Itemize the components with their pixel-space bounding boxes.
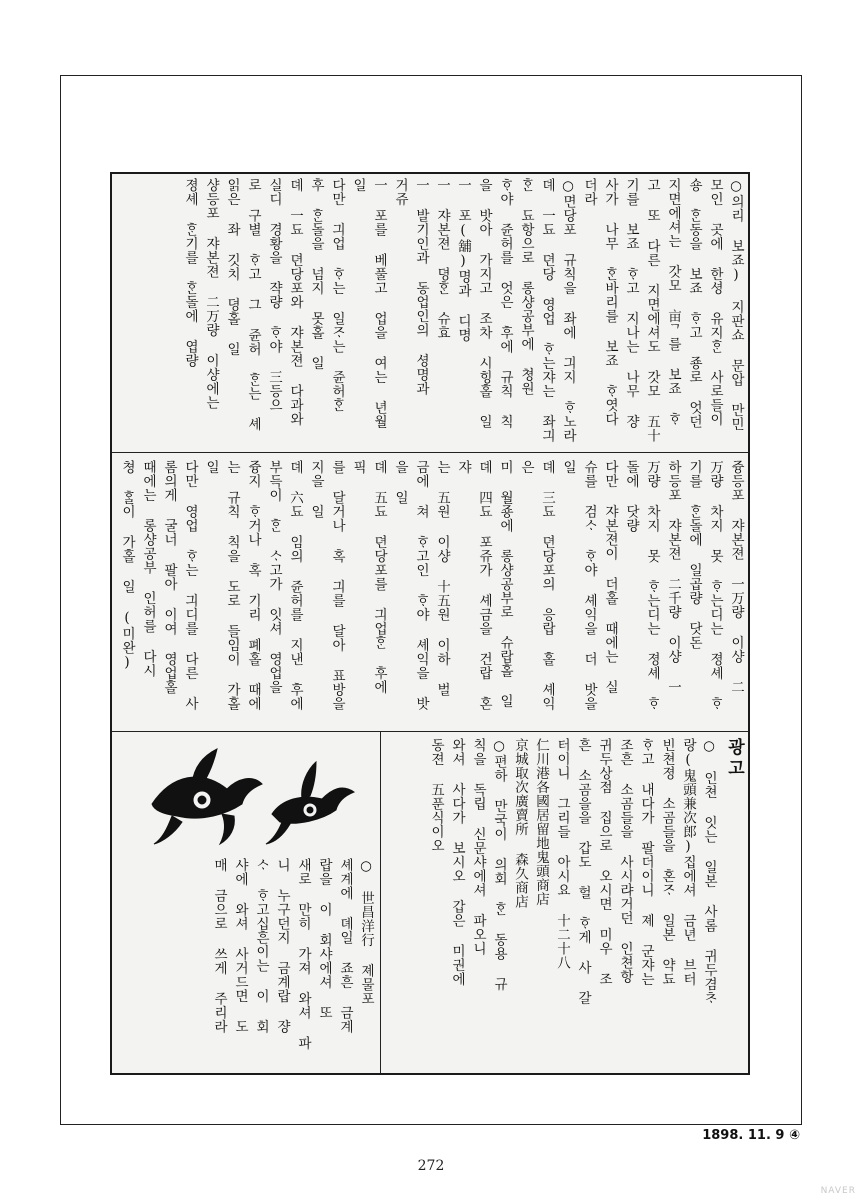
- article-line: ᄒᆞ야 쥰허를 엇은 후에 규칙 칙: [497, 178, 513, 429]
- page-number: 272: [417, 1158, 445, 1174]
- article-line: 뎨 一됴 뎐당포와 쟈본젼 다과와: [287, 178, 303, 426]
- article-line: 즁지 ᄒᆞ거나 혹 기리 폐홀 때에: [245, 460, 261, 711]
- article-line: 고 또 다른 지면에셔도 갓모 五十: [644, 178, 660, 443]
- article-line: 더라: [581, 178, 597, 206]
- article-pawnshop-rules-part1: [112, 174, 748, 452]
- ad-line: 동젼 五푼식이오: [428, 738, 444, 853]
- article-line: 뎨 四됴 포쥬가 셰금을 건랍 혼쟈: [455, 460, 492, 711]
- article-line: 一 쟈본젼 뎡ᄒᆞᆫ 슈효: [434, 178, 450, 340]
- article-line: 즁등포 쟈본젼 一万량 이샹 二: [728, 460, 744, 694]
- publication-date: 1898. 11. 9 ④: [702, 1128, 800, 1143]
- ad-line: 仁川港各國居留地鬼頭商店: [533, 738, 549, 906]
- article-line: 실디 경황을 쟉량 ᄒᆞ야 三등으: [266, 178, 282, 412]
- article-line: 一 포를 베풀고 업을 여는 년월: [371, 178, 387, 429]
- article-line: 거쥬: [392, 178, 408, 206]
- article-line: ᄒᆞᆫ 됴항으로 롱샹공부에 쳥원: [518, 178, 534, 396]
- article-line: 슈를 검ᄉᆞ ᄒᆞ야 셰익을 더 밧을: [581, 460, 597, 711]
- advertisement-quinine: [112, 854, 378, 1074]
- article-line: 숑 ᄒᆞᆫ동을 보죠 ᄒᆞ고 죵로 엇던: [686, 178, 702, 429]
- ad-line: 흔 소곰을을 갑도 헐 ᄒᆞ게 사 갈: [575, 738, 591, 1005]
- ad-line: ○편하 만국이 의회 ᄒᆞᆫ 동용 규: [491, 738, 507, 991]
- article-line: 지을 일: [308, 460, 324, 519]
- ad-line: ○ 인쳔 잇는 일본 사롬 귀두겸ᄎᆞ: [701, 738, 717, 1005]
- article-line: 모인 곳에 한셩 유지ᄒᆞᆫ 사로들이: [707, 178, 723, 426]
- article-line: 을 밧아 가지고 조차 시힝홀 일: [476, 178, 492, 429]
- article-line: 다만 쟈본젼이 더홀 때에는 실: [602, 460, 618, 694]
- article-line: 万량 차지 못 ᄒᆞ는디는 졍셰 ᄒᆞ: [644, 460, 660, 711]
- article-line: 하등포 쟈본젼 二千량 이샹 一: [665, 460, 681, 694]
- article-line: 사가 나무 ᄒᆞᆫ바리를 보죠 ᄒᆞ엿다: [602, 178, 618, 426]
- article-line: 때에는 롱샹공부 인허를 다시: [140, 460, 156, 678]
- article-line: 万량 차지 못 ᄒᆞ는디는 졍셰 ᄒᆞ: [707, 460, 723, 711]
- article-line: 돌에 닷량: [623, 460, 639, 533]
- article-line: 뎨 五됴 뎐당포를 긔업ᄒᆞᆫ 후에 픽: [350, 460, 387, 694]
- advertisement-column: [384, 734, 746, 1074]
- ad-line: 빈쳔졍 소곰들을 혼ᄌᆞ 일본 약됴: [659, 738, 675, 986]
- article-line: 졍셰 ᄒᆞᆫ기를 ᄒᆞᆫ돌에 엽량: [182, 178, 198, 368]
- article-line: 금에 쳐 ᄒᆞ고인 ᄒᆞ야 셰익을 밧: [413, 460, 429, 711]
- article-line: 기를 보죠 ᄒᆞ고 지나는 나무 쟝: [623, 178, 639, 429]
- ad-line: ᄉᆞ ᄒᆞ고십흔이는 이 회: [253, 858, 269, 1034]
- article-line: 읽은 좌 깃치 뎡홀 일: [224, 178, 240, 356]
- ad-line: 니 누구던지 금계랍 쟝: [274, 858, 290, 1034]
- ad-line: 매 금으로 쓰게 주리라: [211, 858, 227, 1034]
- divider-middle: [112, 731, 748, 732]
- article-line: 일: [350, 178, 366, 192]
- ad-line: 京城取次廣賣所 森久商店: [512, 738, 528, 909]
- ad-line: ○ 世昌洋行 졔물포: [358, 858, 374, 1006]
- ad-line: 터이니 그리들 아시요 十二十八: [554, 738, 570, 970]
- ad-line: 새로 만히 가져 와셔 파: [295, 858, 311, 1050]
- ad-line: 랍을 이 회샤에셔 또: [316, 858, 332, 1020]
- article-line: 쳥 ᄒᆞᆯ이 가홀 일 (미완): [119, 460, 135, 671]
- bird-illustration: [132, 744, 368, 850]
- article-line: 다만 긔업 ᄒᆞ는 일ᄌᆞ는 쥰허ᄒᆞᆫ: [329, 178, 345, 412]
- article-line: 一 포(舖)명과 디명: [455, 178, 471, 342]
- article-line: 뎨 三됴 뎐당포의 응랍 홀 셰익은: [518, 460, 555, 711]
- article-line: 롬의게 굴너 팔아 이여 영업홀: [161, 460, 177, 694]
- article-line: 샹등포 쟈본젼 二万량 이샹에는: [203, 178, 219, 410]
- divider-top: [112, 452, 748, 453]
- ad-line: 와셔 사다가 보시오 갑은 미권에: [449, 738, 465, 986]
- article-line: 일: [560, 460, 576, 474]
- article-line: ○의리 보죠) 지판쇼 문압 만민: [728, 178, 744, 431]
- ad-line: 셰계에 뎨일 죠흔 금계: [337, 858, 353, 1034]
- article-line: 지면에셔는 갓모 亩ᄀ를 보죠 ᄒᆞ: [665, 178, 681, 426]
- watermark: NAVER: [820, 1186, 856, 1196]
- ad-line: 칙을 독립 신문샤에셔 파오니: [470, 738, 486, 956]
- article-line: 뎨 六됴 임의 쥰허를 지낸 후에: [287, 460, 303, 711]
- article-line: 뎨 一됴 뎐당 영업 ᄒᆞ는쟈는 좌긔: [539, 178, 555, 443]
- ad-heading: 광고: [724, 738, 744, 780]
- divider-vertical-ad: [380, 731, 381, 1075]
- ad-line: 귀두상점 집으로 오시면 미우 조: [596, 738, 612, 986]
- article-line: 기를 ᄒᆞᆫ돌에 일곱량 닷돈: [686, 460, 702, 650]
- article-line: 로 구별 ᄒᆞ고 그 쥰허 ᄒᆞᆫ는 셰: [245, 178, 261, 431]
- ad-line: 조흔 소곰들을 사시랴거던 인쳔항: [617, 738, 633, 984]
- article-line: 는 五원 이샹 十五원 이하 벌: [434, 460, 450, 697]
- article-line: 다만 영업 ᄒᆞ는 긔디를 다른 사: [182, 460, 198, 711]
- article-line: 를 달거나 혹 긔를 달아 표방을: [329, 460, 345, 711]
- newspaper-scan: [110, 172, 750, 1075]
- article-line: 부득이 ᄒᆞᆫ ᄉᆞ고가 잇셔 영업을: [266, 460, 282, 694]
- article-line: ○면당포 규칙을 좌에 긔지 ᄒᆞ노라: [560, 178, 576, 443]
- ad-line: 샤에 와셔 사거드면 도: [232, 858, 248, 1034]
- article-line: 一 발기인과 동업인의 셩명과: [413, 178, 429, 396]
- article-line: 후 ᄒᆞᆫ돌을 넘지 못홀 일: [308, 178, 324, 370]
- article-line: 미 월죵에 롱샹공부로 슈랍홀 일: [497, 460, 513, 708]
- article-line: 일: [203, 460, 219, 474]
- article-pawnshop-rules-part2: [112, 456, 748, 728]
- ad-line: 랑(鬼頭兼次郎)집에셔 금년 브터: [680, 738, 696, 986]
- article-line: 는 규칙 칙을 도로 들임이 가홀: [224, 460, 240, 711]
- article-line: 을 일: [392, 460, 408, 505]
- ad-line: ᄒᆞ고 내다가 팔더이니 졔 군쟈는: [638, 738, 654, 986]
